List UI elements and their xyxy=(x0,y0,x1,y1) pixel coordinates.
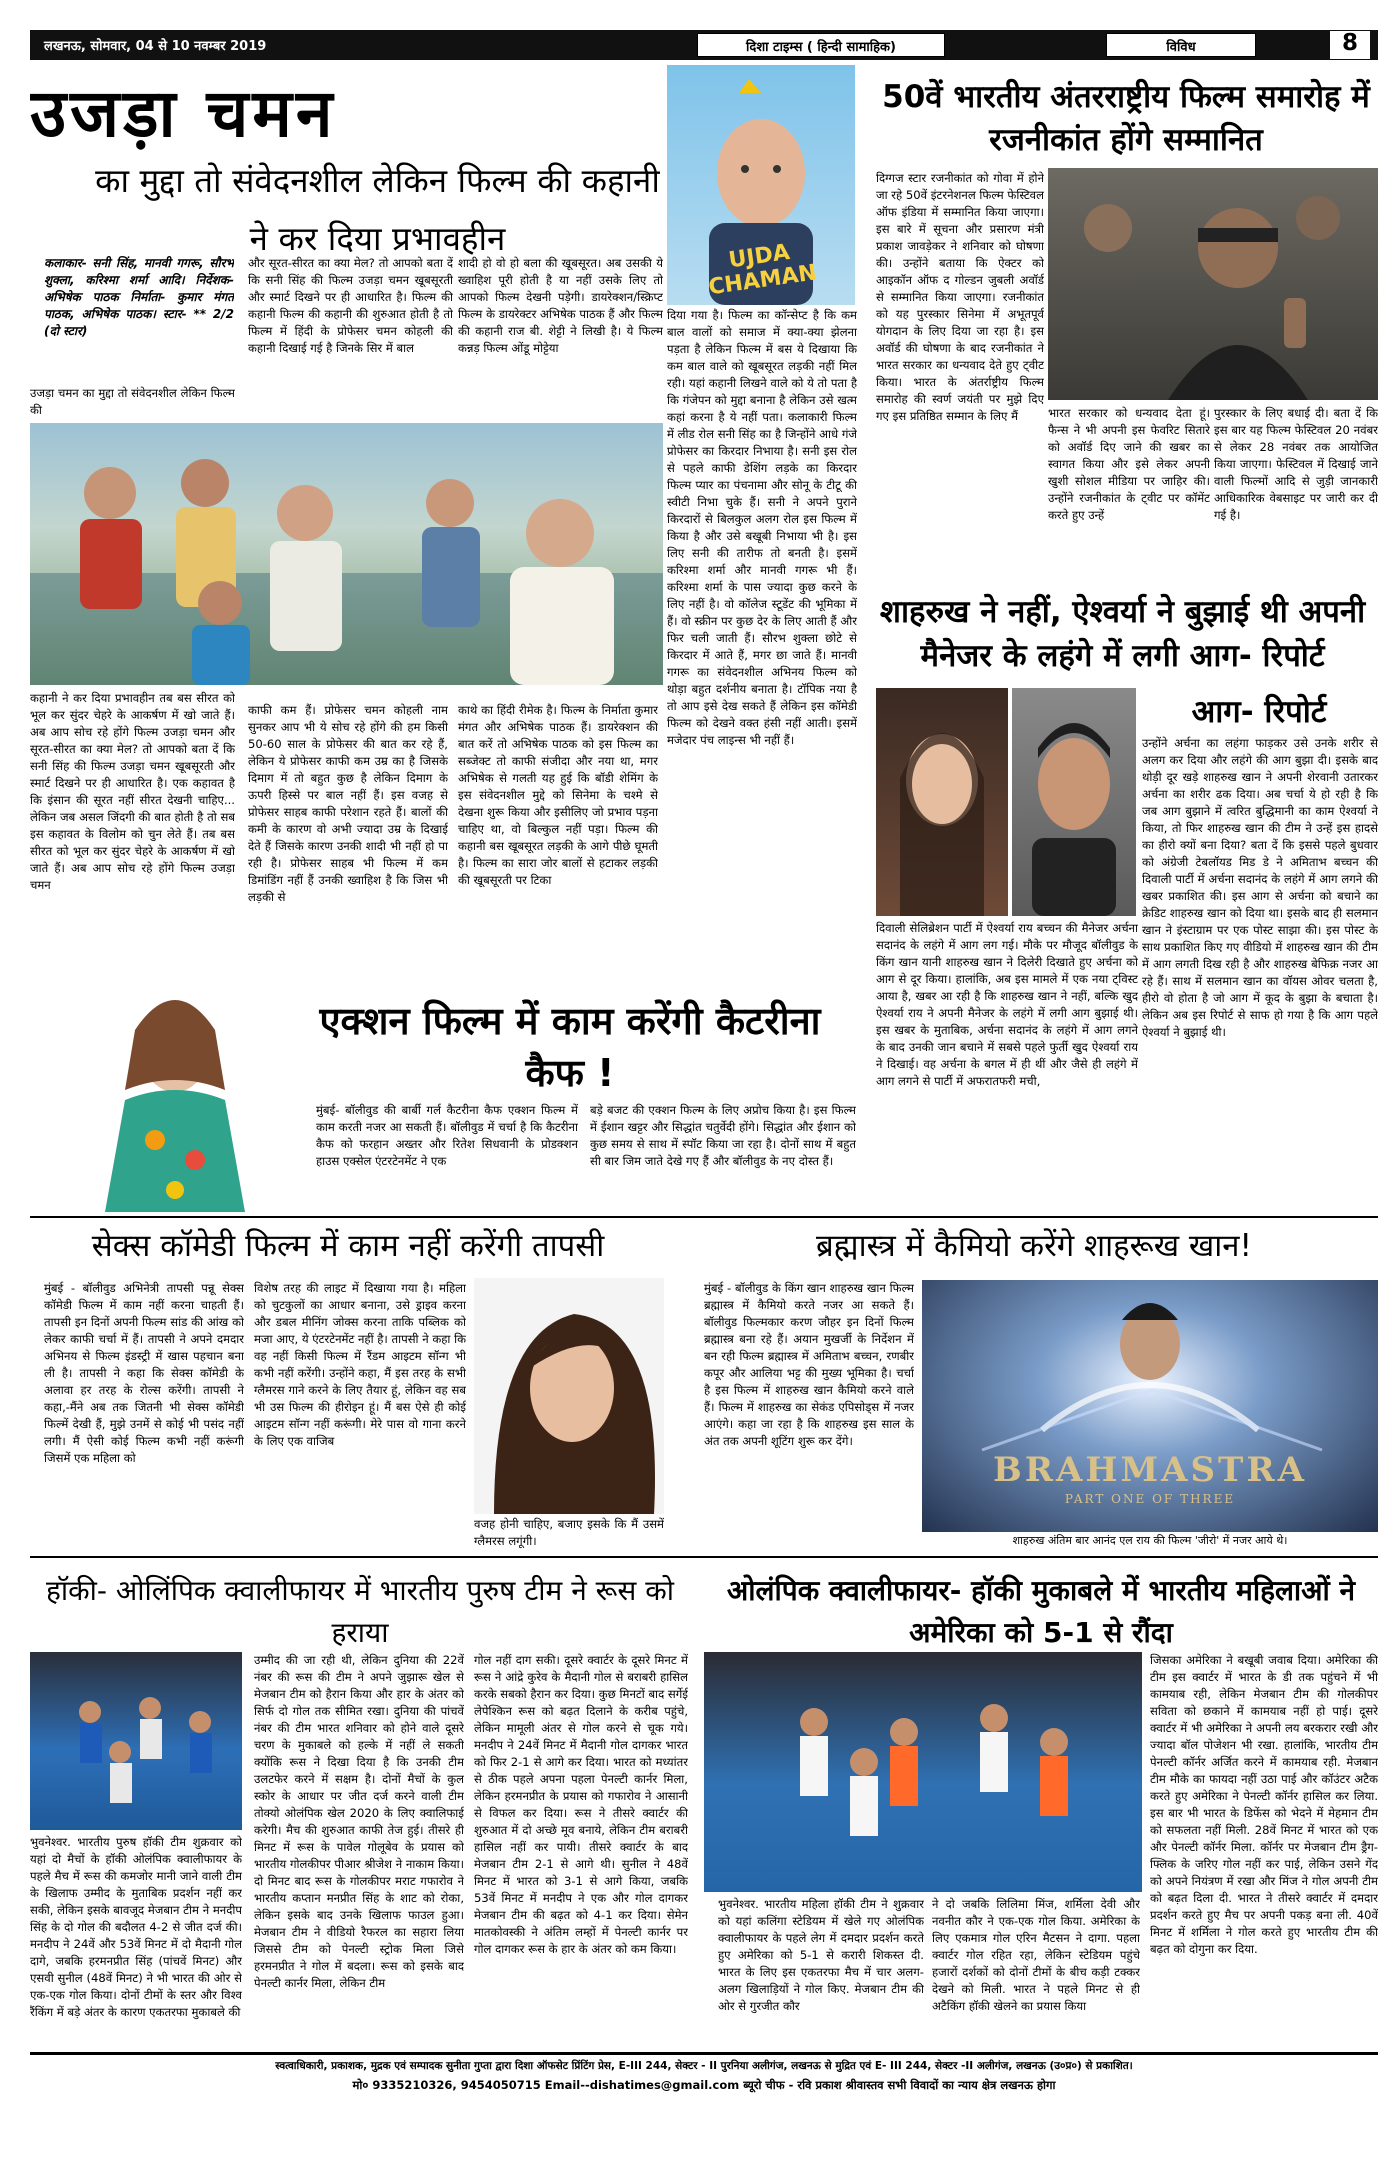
a7-col3: गोल नहीं दाग सकी। दूसरे क्वार्टर के दूसरे मिनट में रूस ने आंद्रे कुरेव के मैदानी गोल से बराबरी हासिल करके सबको हैरान कर दिया। कुछ मिनटों बाद सर्गेई लेपेश्किन रूस को बढ़त दिलाने के करीब पहुंचे, लेकिन मामूली अंतर से गोल करने से चूक गये। मनदीप ने 24वें मिनट में मैदानी गोल दागकर भारत को फिर 2-1 से आगे कर दिया। भारत को मध्यांतर से ठीक पहले अपना पहला पेनल्टी कार्नर मिला, लेकिन हरमनप्रीत के प्रयास को गफारोव ने आसानी से विफल कर दिया। रूस ने तीसरे क्वार्टर की शुरुआत में दो अच्छे मूव बनाये, लेकिन टीम बराबरी हासिल नहीं कर पायी। तीसरे क्वार्टर के बाद मेजबान टीम 2-1 से आगे थी। सुनील ने 48वें मिनट में भारत को 3-1 से आगे किया, जबकि 53वें मिनट में मनदीप ने एक और गोल दागकर मेजबान टीम की बढ़त को 4-1 कर दिया। सेमेन मातकोवस्की ने अंतिम लम्हों में पेनल्टी कार्नर पर गोल दागकर रूस के हार के अंतर को कम किया। xyxy=(474,1653,688,1956)
a4-col1: मुंबई- बॉलीवुड की बार्बी गर्ल कैटरीना कैफ एक्शन फिल्म में काम करती नजर आ सकती हैं। बॉलीवुड में चर्चा है कि कैटरीना कैफ को फरहान अख्तर और रितेश सिधवानी के प्रोडक्शन हाउस एक्सेल एंटरटेनमेंट ने एक xyxy=(316,1103,578,1168)
ujda-chaman-poster-title: UJDA CHAMAN xyxy=(706,239,819,301)
brahmastra-title: BRAHMASTRA xyxy=(992,1450,1307,1490)
mens-hockey-photo xyxy=(30,1652,242,1830)
ujda-chaman-poster xyxy=(667,65,855,305)
a1-col3-top: शादी हो वो हो बला की खूबसूरत। अब उसकी ये ख्वाहिश पूरी होती है या नहीं उसके लिए तो आपको फिल्म देखनी पड़ेगी। डायरेक्शन/स्क्रिप्ट फिल्म के डायरेक्टर अभिषेक पाठक हैं और फिल्म की कहानी राज बी. शेट्टी ने लिखी है। ये फिल्म कन्नड़ फिल्म ओंडू मोट्टेया xyxy=(458,256,663,355)
a2-col3: पुरस्कार के लिए बधाई दी। बता दें कि इस बार यह फिल्म फेस्टिवल 20 नवंबर से लेकर 28 नवंबर तक आयोजित किया जाएगा। फेस्टिवल में दिखाई जाने वाली फिल्मों आदि से जुड़ी जानकारी आधिकारिक वेबसाइट पर जारी कर दी गई है। xyxy=(1214,406,1378,522)
section-name: विविध xyxy=(1166,40,1196,55)
brahmastra-subtitle: PART ONE OF THREE xyxy=(1064,1492,1236,1506)
ujda-chaman-still-photo xyxy=(30,423,663,685)
a1-col2-bottom: काफी कम हैं। प्रोफेसर चमन कोहली नाम सुनकर आप भी ये सोच रहे होंगे की हम किसी 50-60 साल के प्रोफेसर की बात कर रहे हैं, लेकिन ये प्रोफेसर काफी कम उम्र का है जिसके दिमाग में तो बहुत कुछ है लेकिन दिमाग के ऊपरी हिस्से पर बाल नहीं हैं। इस वजह से प्रोफेसर साहब काफी परेशान रहते हैं। बालों की कमी के कारण वो अभी ज्यादा उम्र के दिखाई देते हैं जिसके कारण उनकी शादी भी नहीं हो पा रही है। प्रोफेसर साहब भी फिल्म में कम डिमांडिंग नहीं हैं उनकी ख्वाहिश है कि जिस भी लड़की से xyxy=(248,703,448,904)
brahmastra-caption: शाहरुख अंतिम बार आनंद एल राय की फिल्म 'जीरो' में नजर आये थे। xyxy=(1012,1534,1288,1547)
a7-col1: भुवनेश्वर. भारतीय पुरुष हॉकी टीम शुक्रवार को यहां दो मैचों के हॉकी ओलंपिक क्वालीफायर के पहले मैच में रूस की कमजोर मानी जाने वाली टीम के खिलाफ उम्मीद के मुताबिक प्रदर्शन नहीं कर सकी, लेकिन इसके बावजूद मेजबान टीम ने मनदीप सिंह के दो गोल की बदौलत 4-2 से जीत दर्ज की। मनदीप ने 24वें और 53वें मिनट में दो मैदानी गोल दागे, जबकि हरमनप्रीत सिंह (पांचवें मिनट) और एसवी सुनील (48वें मिनट) ने भी भारत की ओर से एक-एक गोल किया। दोनों टीमों के स्तर और विश्व रैंकिंग में बड़े अंतर के कारण एकतरफा मुकाबले की xyxy=(30,1835,242,2019)
a3-right-column: उन्होंने अर्चना का लहंगा फाड़कर उसे उनके शरीर से अलग कर दिया और लहंगे की आग बुझा दी। इसके बाद थोड़ी दूर खड़े शाहरुख खान ने अपनी शेरवानी उतारकर अर्चना का शरीर ढक दिया। अब चर्चा ये हो रही है कि जब आग बुझाने में त्वरित बुद्धिमानी का काम ऐश्वर्या ने किया, तो फिर शाहरुख खान की टीम ने उन्हें इस हादसे का हीरो क्यों बना दिया? बता दें कि इससे पहले बुधवार को अंग्रेजी टेबलॉयड मिड डे ने अमिताभ बच्चन की दिवाली पार्टी में अर्चना सदानंद के लहंगे में आग लगने की खबर प्रकाशित की। इस आग से अर्चना को बचाने का क्रेडिट शाहरुख खान को दिया था। इसके बाद ही सलमान खान ने इंस्टाग्राम पर एक पोस्ट साझा की। इस पोस्ट के साथ प्रकाशित किए गए वीडियो में शाहरुख खान की टीम में आग लगती दिख रही है और शाहरुख बेफिक्र नजर आ रहे हैं। साथ में सलमान खान का वॉयस ओवर चलता है, हीरो वो होता है जो आग में कूद के बुझा के बचाता है। लेकिन अब इस रिपोर्ट से साफ हो गया है कि आग पहले ऐश्वर्या ने बुझाई थी। xyxy=(1142,736,1378,1039)
a5-col2: विशेष तरह की लाइट में दिखाया गया है। महिला को चुटकुलों का आधार बनाना, उसे ड्राइव करना और डबल मीनिंग जोक्स करना ताकि पब्लिक को मजा आए, ये एंटरटेनमेंट नहीं है। तापसी ने कहा कि वह नहीं किसी फिल्म में रैंडम आइटम सॉन्ग भी कभी नहीं करेंगी। उन्होंने कहा, मैं इस तरह के सभी ग्लैमरस गाने करने के लिए तैयार हूं, लेकिन वह सब भी उस फिल्म की हीरोइन हूं। मैं बस ऐसे ही कोई आइटम सॉन्ग नहीं करूंगी। मेरे पास वो गाना करने के लिए एक वाजिब xyxy=(254,1281,466,1448)
dateline: लखनऊ, सोमवार, 04 से 10 नवम्बर 2019 xyxy=(44,39,267,54)
divider-row2 xyxy=(30,1216,1378,1218)
a5-col3: वजह होनी चाहिए, बजाए इसके कि मैं उसमें ग्लैमरस लगूंगी। xyxy=(474,1517,664,1548)
a6-col1: मुंबई - बॉलीवुड के किंग खान शाहरुख खान फिल्म ब्रह्मास्त्र में कैमियो करते नजर आ सकते हैं। बॉलीवुड फिल्मकार करण जौहर इन दिनों फिल्म ब्रह्मास्त्र बना रहे हैं। अयान मुखर्जी के निर्देशन में बन रही फिल्म ब्रह्मास्त्र में अमिताभ बच्चन, रणबीर कपूर और आलिया भट्ट की मुख्य भूमिका है। चर्चा है इस फिल्म में शाहरुख खान कैमियो करने वाले हैं। फिल्म में शाहरुख का सेकंड एपिसोड्स में नजर आएंगे। कहा जा रहा है कि शाहरुख इस साल के अंत तक अपनी शूटिंग शुरू कर देंगे। xyxy=(704,1281,914,1448)
a4-headline: एक्शन फिल्म में काम करेंगी कैटरीना कैफ ! xyxy=(319,999,821,1095)
a2-col1: दिग्गज स्टार रजनीकांत को गोवा में होने जा रहे 50वें इंटरनेशनल फिल्म फेस्टिवल ऑफ इंडिया में सम्मानित किया जाएगा। इस बारे में सूचना और प्रसारण मंत्री प्रकाश जावड़ेकर ने शनिवार को घोषणा की। उन्होंने बताया कि ऐक्टर को आइकॉन ऑफ द गोल्डन जुबली अवॉर्ड से सम्मानित किया जाएगा। रजनीकांत को यह पुरस्कार सिनेमा में अभूतपूर्व योगदान के लिए दिया जा रहा है। इस अवॉर्ड की घोषणा के बाद रजनीकांत ने भारत सरकार का धन्यवाद देते हुए ट्वीट किया। भारत के अंतर्राष्ट्रीय फिल्म समारोह की स्वर्ण जयंती पर मुझे दिए गए इस प्रतिष्ठित सम्मान के लिए मैं xyxy=(876,171,1044,423)
a3-left-column: दिवाली सेलिब्रेशन पार्टी में ऐश्वर्या राय बच्चन की मैनेजर अर्चना सदानंद के लहंगे में आग लग गई। मौके पर मौजूद बॉलीवुड के किंग खान यानी शाहरुख खान ने दिलेरी दिखाते हुए अर्चना को आग से दूर किया। हालांकि, अब इस मामले में एक नया ट्विस्ट आया है, खबर आ रही है कि शाहरुख खान ने नहीं, बल्कि खुद ऐश्वर्या राय ने अपनी मैनेजर के लहंगे में लगी आग बुझाई थी। इस खबर के मुताबिक, अर्चना सदानंद के लहंगे में आग लगने के बाद उनकी जान बचाने में सबसे पहले फुर्ती खुद ऐश्वर्या राय ने दिखाई। वह अर्चना के बगल में ही थीं और जैसे ही लहंगे में आग लगने से पार्टी में अफरातफरी मची, xyxy=(876,921,1138,1088)
a7-headline: हॉकी- ओलिंपिक क्वालीफायर में भारतीय पुरुष टीम ने रूस को हराया xyxy=(46,1574,674,1649)
a7-col2: उम्मीद की जा रही थी, लेकिन दुनिया की 22वें नंबर की रूस की टीम ने अपने जुझारू खेल से मेजबान टीम को हैरान किया और हार के अंतर को सिर्फ दो गोल तक सीमित रखा। दुनिया की पांचवें नंबर की टीम भारत शनिवार को होने वाले दूसरे चरण के मुकाबले को हल्के में नहीं ले सकती क्योंकि रूस ने दिखा दिया है कि उनकी टीम उलटफेर करने में सक्षम है। दोनों मैचों के कुल स्कोर के आधार पर जीत दर्ज करने वाली टीम तोक्यो ओलंपिक खेल 2020 के लिए क्वालिफाई करेगी। मैच की शुरुआत काफी तेज हुई। तीसरे ही मिनट में रूस के पावेल गोलूबेव के प्रयास को भारतीय गोलकीपर पीआर श्रीजेश ने नाकाम किया। दो मिनट बाद रूस के गोलकीपर मराट गफारोव ने भारतीय कप्तान मनप्रीत सिंह के शाट को रोका, लेकिन इसके बाद उनके खिलाफ फाउल हुआ। मेजबान टीम ने वीडियो रैफरल का सहारा लिया जिससे टीम को पेनल्टी स्ट्रोक मिला जिसे हरमनप्रीत ने गोल में बदला। रूस को इसके बाद पेनल्टी कार्नर मिला, लेकिन टीम xyxy=(254,1653,464,1990)
a1-col4: दिया गया है। फिल्म का कॉन्सेप्ट है कि कम बाल वालों को समाज में क्या-क्या झेलना पड़ता है लेकिन फिल्म में बस ये दिखाया कि कम बाल वाले को खूबसूरत लड़की नहीं मिल रही। यहां कहानी लिखने वाले को ये तो पता है कि गंजेपन को मुद्दा बनाना है लेकिन उसे खत्म कहां करना है ये नहीं पता। कलाकारी फिल्म में लीड रोल सनी सिंह का है जिन्होंने आधे गंजे प्रोफेसर का किरदार निभाया है। सनी इस रोल से पहले काफी डेशिंग लड़के का किरदार फिल्म प्यार का पंचनामा और सोनू के टीटू की स्वीटी निभा चुके हैं। सनी ने अपने पुराने किरदारों से बिलकुल अलग रोल इस फिल्म में किया है और उसे बखूबी निभाया भी है। इस लिए सनी की तारीफ तो बनती है। इसमें करिश्मा शर्मा और मानवी गगरू भी हैं। करिश्मा शर्मा के पास ज्यादा कुछ करने के लिए नहीं है। वो कॉलेज स्टूडेंट की भूमिका में हैं। वो स्क्रीन पर कुछ देर के लिए आती हैं और फिर चली जाती हैं। सौरभ शुक्ला छोटे से किरदार में आते हैं, मगर छा जाते हैं। मानवी गगरू का संवेदनशील अभिनय फिल्म को थोड़ा बहुत दर्शनीय बनाता है। टॉपिक नया है तो आप इसे देख सकते हैं लेकिन इस कॉमेडी फिल्म को देखने वक्त हंसी नहीं आती। इसमें मजेदार पंच लाइन्स भी नहीं हैं। xyxy=(667,308,857,747)
a8-col1: भुवनेश्वर. भारतीय महिला हॉकी टीम ने शुक्रवार को यहां कलिंगा स्टेडियम में खेले गए ओलंपिक क्वालीफायर के पहले लेग में दमदार प्रदर्शन करते हुए अमेरिका को 5-1 से करारी शिकस्त दी. भारत के लिए इस एकतरफा मैच में चार अलग-अलग खिलाड़ियों ने गोल किए. मेजबान टीम की ओर से गुरजीत कौर xyxy=(718,1897,924,2013)
taapsee-photo xyxy=(474,1278,664,1514)
divider-row3 xyxy=(30,1556,1378,1558)
a1-col3-bottom: काथे का हिंदी रीमेक है। फिल्म के निर्माता कुमार मंगत और अभिषेक पाठक हैं। डायरेक्शन की बात करें तो अभिषेक पाठक को इस फिल्म का सब्जेक्ट तो काफी संजीदा और नया था, मगर अभिषेक से गलती यह हुई कि बॉडी शेमिंग के इस संवेदनशील मुद्दे को सिनेमा के चश्मे से देखना शुरू किया और इसीलिए जो प्रभाव पड़ना चाहिए था, वो बिल्कुल नहीं पड़ा। फिल्म की कहानी बस खूबसूरत लड़की के आगे पीछे घूमती है। फिल्म का सारा जोर बालों से हटाकर लड़की की खूबसूरती पर टिका xyxy=(458,703,658,887)
brahmastra-poster xyxy=(922,1280,1378,1532)
page-number: 8 xyxy=(1341,30,1358,56)
rajinikanth-photo xyxy=(1048,168,1378,400)
a6-headline: ब्रह्मास्त्र में कैमियो करेंगे शाहरूख खान! xyxy=(816,1228,1252,1264)
a8-right-column: जिसका अमेरिका ने बखूबी जवाब दिया। अमेरिका की टीम इस क्वार्टर में भारत के डी तक पहुंचने में भी कामयाब रही, लेकिन मेजबान टीम की गोलकीपर सविता को छकाने में कामयाब नहीं हो पाई। दूसरे क्वार्टर में भी अमेरिका ने अपनी लय बरकरार रखी और ज्यादा बॉल पोजेशन भी रखा. हालांकि, भारतीय टीम पेनल्टी कॉर्नर अर्जित करने में कामयाब रही. मेजबान टीम मौके का फायदा नहीं उठा पाई और कॉउंटर अटैक करते हुए अमेरिका ने पेनल्टी कॉर्नर हासिल कर लिया. इस बार भी भारत के डिफेंस को भेदने में मेहमान टीम को सफलता नहीं मिली. 28वें मिनट में भारत को एक और पेनल्टी कॉर्नर मिला. कॉर्नर पर मेजबान टीम ड्रैग-फ्लिक के जरिए गोल नहीं कर पाई, लेकिन उसने गेंद को अपने नियंत्रण में रखा और मिंज ने गोल अपनी टीम को बढ़त दिला दी. भारत ने तीसरे क्वार्टर में दमदार प्रदर्शन करते हुए मैच पर अपनी पकड़ बना ली. 40वें मिनट में शर्मिला ने गोल करते हुए भारतीय टीम की बढ़त को दोगुना कर दिया. xyxy=(1150,1653,1378,1956)
a5-headline: सेक्स कॉमेडी फिल्म में काम नहीं करेंगी तापसी xyxy=(91,1228,605,1264)
womens-hockey-photo xyxy=(704,1652,1142,1892)
a2-col2: भारत सरकार को धन्यवाद देता हूं। फैन्स ने भी अपनी इस फेवरिट सितारे को अवॉर्ड दिए जाने की खबर का स्वागत किया और इसे लेकर अपनी खुशी सोशल मीडिया पर जाहिर की। उन्होंने रजनीकांत के ट्वीट पर कॉमेंट करते हुए उन्हें xyxy=(1048,406,1210,522)
a1-headline-sub: का मुद्दा तो संवेदनशील लेकिन फिल्म की कहानी ने कर दिया प्रभावहीन xyxy=(95,161,660,258)
a8-col2: ने दो जबकि लिलिमा मिंज, शर्मिला देवी और नवनीत कौर ने एक-एक गोल किया. अमेरिका के लिए एकमात्र गोल एरिन मैटसन ने दागा. पहला क्वार्टर गोल रहित रहा, लेकिन स्टेडियम पहुंचे हजारों दर्शकों को दोनों टीमों के बीच कड़ी टक्कर देखने को मिली. भारत ने पहले मिनट से ही अटैकिंग हॉकी खेलने का प्रयास किया xyxy=(932,1897,1140,2013)
a1-credits: कलाकार- सनी सिंह, मानवी गगरू, सौरभ शुक्ला, करिश्मा शर्मा आदि। निर्देशक- अभिषेक पाठक निर्माता- कुमार मंगत पाठक, अभिषेक पाठक। स्टार- ** 2/2 (दो स्टार) xyxy=(44,256,234,338)
a1-col1-bottom: कहानी ने कर दिया प्रभावहीन तब बस सीरत को भूल कर सुंदर चेहरे के आकर्षण में खो जाते हैं। अब आप सोच रहे होंगे फिल्म उजड़ा चमन और सूरत-सीरत का क्या मेल? तो आपको बता दें कि सनी सिंह की फिल्म उजड़ा चमन खूबसूरती और स्मार्ट दिखने पर ही आधारित है। एक कहावत है कि इंसान की सूरत नहीं सीरत देखनी चाहिए... लेकिन जब असल जिंदगी की बात होती है तो सब इस कहावत के विलोम को चुन लेते हैं। तब बस सीरत को भूल कर सुंदर चेहरे के आकर्षण में खो जाते हैं। अब आप सोच रहे होंगे फिल्म उजड़ा चमन xyxy=(30,691,235,892)
shahrukh-photo xyxy=(1012,688,1136,916)
footer-rule xyxy=(30,2052,1378,2055)
paper-name: दिशा टाइम्स ( हिन्दी सामाहिक) xyxy=(746,40,896,55)
aishwarya-photo xyxy=(876,688,1008,916)
a3-headline-tail: आग- रिपोर्ट xyxy=(1191,694,1327,730)
a4-col2: बड़े बजट की एक्शन फिल्म के लिए अप्रोच किया है। इस फिल्म में ईशान खट्टर और सिद्धांत चतुर्वेदी होंगे। सिद्धांत और ईशान को कुछ समय से साथ में स्पॉट किया जा रहा है। दोनों साथ में बहुत सी बार जिम जाते देखे गए हैं और बॉलीवुड के नए दोस्त हैं। xyxy=(590,1103,856,1168)
a1-headline-main: उजड़ा चमन xyxy=(30,75,337,152)
a8-headline: ओलंपिक क्वालीफायर- हॉकी मुकाबले में भारतीय महिलाओं ने अमेरिका को 5-1 से रौंदा xyxy=(726,1574,1356,1649)
a5-col1: मुंबई - बॉलीवुड अभिनेत्री तापसी पन्नू सेक्स कॉमेडी फिल्म में काम नहीं करना चाहती हैं। तापसी इन दिनों अपनी फिल्म सांड की आंख को लेकर काफी चर्चा में हैं। तापसी ने अपने दमदार अभिनय से फिल्म इंडस्ट्री में खास पहचान बना ली है। तापसी ने कहा कि सेक्स कॉमेडी के अलावा हर तरह के रोल्स करेंगी। तापसी ने कहा,-मैंने अब तक जितनी भी सेक्स कॉमेडी फिल्में देखी हैं, मुझे उनमें से कोई भी पसंद नहीं लगी। मैं ऐसी कोई फिल्म कभी नहीं करूंगी जिसमें एक महिला को xyxy=(44,1281,244,1465)
imprint-line: स्वत्वाधिकारी, प्रकाशक, मुद्रक एवं सम्पादक सुनीता गुप्ता द्वारा दिशा ऑफसेट प्रिंटिंग प्रेस, E-III 244, सेक्टर - II पुरनिया अलीगंज, लखनऊ से मुद्रित एवं E- III 244, सेक्टर -II अलीगंज, लखनऊ (उ०प्र०) से प्रकाशित। xyxy=(275,2060,1133,2072)
a3-headline: शाहरुख ने नहीं, ऐश्वर्या ने बुझाई थी अपनी मैनेजर के लहंगे में लगी आग- रिपोर्ट xyxy=(879,594,1366,674)
katrina-photo xyxy=(55,990,300,1212)
a2-headline: 50वें भारतीय अंतरराष्ट्रीय फिल्म समारोह में रजनीकांत होंगे सम्मानित xyxy=(882,79,1370,158)
a1-col1-top: उजड़ा चमन का मुद्दा तो संवेदनशील लेकिन फिल्म की xyxy=(30,386,235,417)
a1-col2-top: और सूरत-सीरत का क्या मेल? तो आपको बता दें कि सनी सिंह की फिल्म उजड़ा चमन खूबसूरती और स्मार्ट दिखने पर ही आधारित है। फिल्म की कहानी फिल्म की कहानी की शुरुआत होती है तो फिल्म में हिंदी के प्रोफेसर चमन कोहली की कहानी दिखाई गई है जिनके सिर में बाल xyxy=(248,256,453,355)
contact-line: मो० 9335210326, 9454050715 Email--dishatimes@gmail.com ब्यूरो चीफ - रवि प्रकाश श्रीवास्तव सभी विवादों का न्याय क्षेत्र लखनऊ होगा xyxy=(352,2078,1056,2092)
